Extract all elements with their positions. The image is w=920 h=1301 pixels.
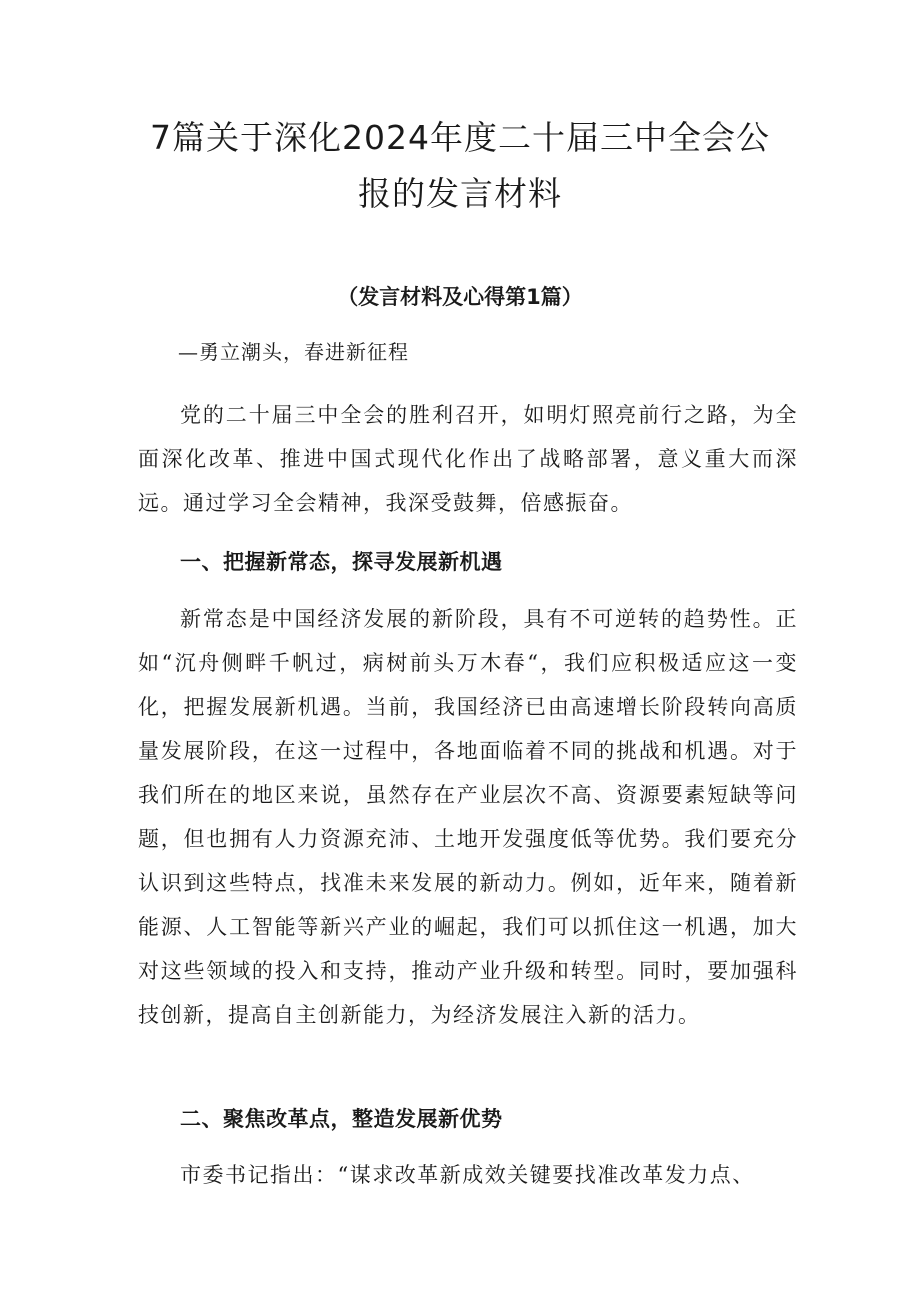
document-motto: —勇立潮头，春进新征程 xyxy=(178,340,409,364)
document-title xyxy=(100,110,820,222)
document-title-line-1: 7篇关于深化2024年度二十届三中全会公 xyxy=(150,118,770,157)
document-title-line-2: 报的发言材料 xyxy=(358,174,562,213)
intro-paragraph: 党的二十届三中全会的胜利召开，如明灯照亮前行之路，为全面深化改革、推进中国式现代化作出了战略部署，意义重大而深远。通过学习全会精神，我深受鼓舞，倍感振奋。 xyxy=(138,403,798,515)
section-heading-2: 二、聚焦改革点，整造发展新优势 xyxy=(180,1107,503,1131)
document-subheading: （发言材料及心得第1篇） xyxy=(337,285,583,309)
section-2-paragraph: 市委书记指出：“谋求改革新成效关键要找准改革发力点、 xyxy=(180,1163,755,1187)
section-1-paragraph: 新常态是中国经济发展的新阶段，具有不可逆转的趋势性。正如“沉舟侧畔千帆过，病树前头万木春“，我们应积极适应这一变化，把握发展新机遇。当前，我国经济已由高速增长阶段转向高质量发展阶段，在这一过程中，各地面临着不同的挑战和机遇。对于我们所在的地区来说，虽然存在产业层次不高、资源要素短缺等问题，但也拥有人力资源充沛、土地开发强度低等优势。我们要充分认识到这些特点，找准未来发展的新动力。例如，近年来，随着新能源、人工智能等新兴产业的崛起，我们可以抓住这一机遇，加大对这些领域的投入和支持，推动产业升级和转型。同时，要加强科技创新，提高自主创新能力，为经济发展注入新的活力。 xyxy=(138,607,798,1027)
section-heading-1: 一、把握新常态，探寻发展新机遇 xyxy=(180,550,503,574)
